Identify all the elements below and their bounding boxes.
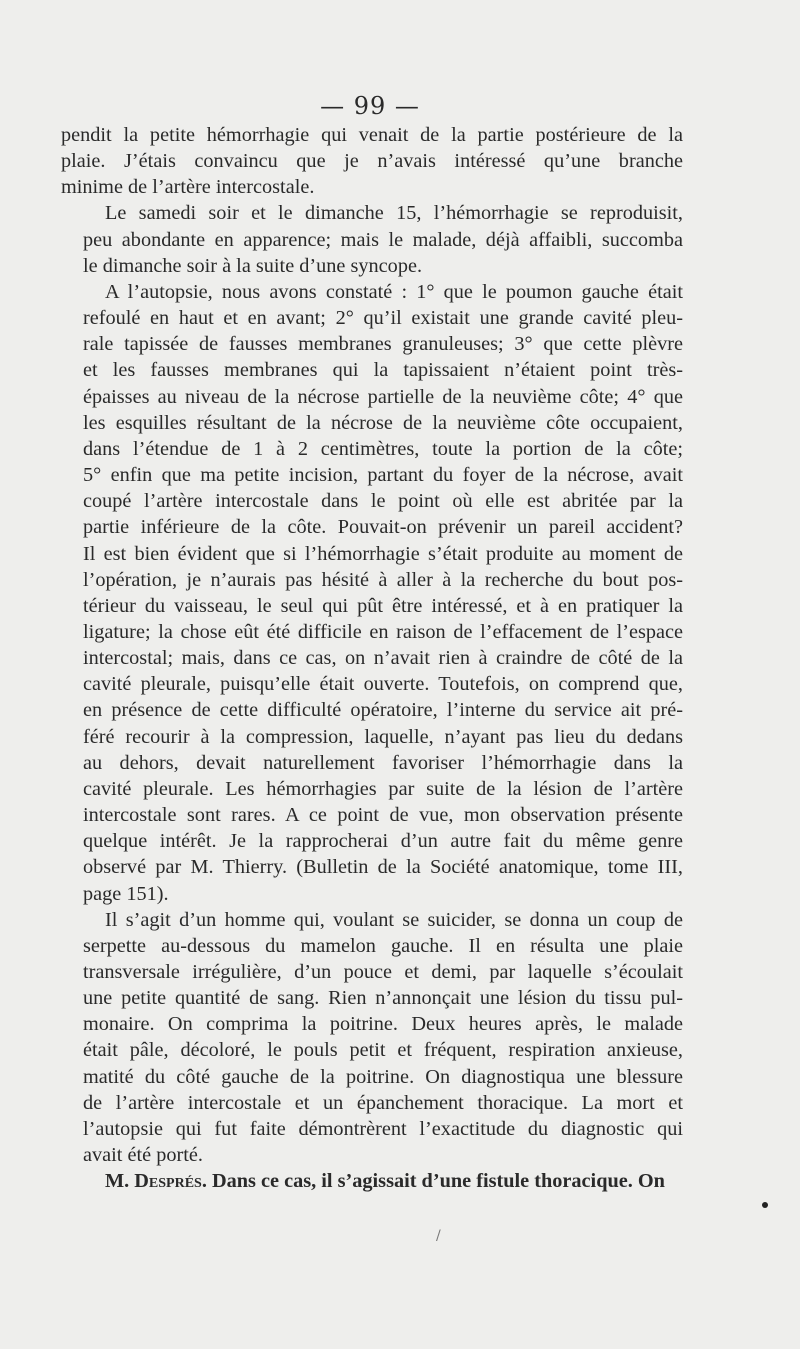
text-line: intercostal; mais, dans ce cas, on n’avait rien à craindre de côté de la: [83, 647, 683, 670]
text-line: avait été porté.: [83, 1144, 203, 1167]
text-line: matité du côté gauche de la poitrine. On diagnostiqua une blessure: [83, 1065, 683, 1088]
text-line: page 151).: [83, 882, 169, 905]
text-line: peu abondante en apparence; mais le malade, déjà affaibli, succomba: [83, 228, 683, 251]
text-line: intercostale sont rares. A ce point de vue, mon observation présente: [83, 804, 683, 827]
text-line: transversale irrégulière, d’un pouce et demi, par laquelle s’écoulait: [83, 961, 683, 983]
ink-spot: [762, 1202, 768, 1208]
body-text: [61, 122, 683, 1194]
text-line: au dehors, devait naturellement favoriser l’hémorrhagie dans la: [83, 751, 683, 774]
text-line: l’autopsie qui fut faite démontrèrent l’exactitude du diagnostic qui: [83, 1117, 683, 1140]
text-line: serpette au-dessous du mamelon gauche. Il en résulta une plaie: [83, 934, 683, 957]
text-line: l’opération, je n’aurais pas hésité à aller à la recherche du bout pos-: [83, 568, 683, 591]
paragraph: [61, 279, 683, 907]
text-line: cavité pleurale. Les hémorrhagies par suite de la lésion de l’artère: [83, 777, 683, 800]
text-line: épaisses au niveau de la nécrose partielle de la neuvième côte; 4° que: [83, 385, 683, 408]
text-line: [61, 1168, 683, 1194]
text-line: ligature; la chose eût été difficile en raison de l’effacement de l’espace: [83, 620, 683, 643]
text-line: était pâle, décoloré, le pouls petit et fréquent, respiration anxieuse,: [83, 1039, 683, 1062]
text-line: monaire. On comprima la poitrine. Deux heures après, le malade: [83, 1013, 683, 1036]
text-line: refoulé en haut et en avant; 2° qu’il existait une grande cavité pleu-: [83, 307, 683, 330]
paragraph: [61, 122, 683, 200]
text-line: A l’autopsie, nous avons constaté : 1° que le poumon gauche était: [105, 280, 683, 303]
speaker-name: M. Després.: [105, 1170, 207, 1193]
ink-mark: /: [436, 1228, 441, 1244]
text-line: rale tapissée de fausses membranes granuleuses; 3° que cette plèvre: [83, 333, 683, 356]
text-line: quelque intérêt. Je la rapprocherai d’un autre fait du même genre: [83, 830, 683, 853]
text-line: de l’artère intercostale et un épanchement thoracique. La mort et: [83, 1091, 683, 1114]
paragraph: [61, 200, 683, 278]
text-line: une petite quantité de sang. Rien n’annonçait une lésion du tissu pul-: [83, 987, 683, 1010]
speaker-text: Dans ce cas, il s’agissait d’une fistule thoracique. On: [206, 1170, 665, 1193]
text-line: et les fausses membranes qui la tapissaient n’étaient point très-: [83, 359, 683, 382]
text-line: plaie. J’étais convaincu que je n’avais intéressé qu’une branche: [61, 150, 683, 173]
text-line: Le samedi soir et le dimanche 15, l’hémorrhagie se reproduisit,: [105, 202, 683, 225]
text-line: partie inférieure de la côte. Pouvait-on prévenir un pareil accident?: [83, 516, 683, 539]
text-line: cavité pleurale, puisqu’elle était ouverte. Toutefois, on comprend que,: [83, 673, 683, 696]
text-line: minime de l’artère intercostale.: [61, 176, 315, 199]
page-number: — 99 —: [320, 92, 420, 120]
text-line: pendit la petite hémorrhagie qui venait de la partie postérieure de la: [61, 124, 683, 146]
text-line: féré recourir à la compression, laquelle, n’ayant pas lieu du dedans: [83, 725, 683, 748]
text-line: térieur du vaisseau, le seul qui pût être intéressé, et à en pratiquer la: [83, 594, 683, 617]
text-line: en présence de cette difficulté opératoire, l’interne du service ait pré-: [83, 699, 683, 722]
paragraph: [61, 907, 683, 1169]
text-line: observé par M. Thierry. (Bulletin de la Société anatomique, tome III,: [83, 856, 683, 879]
paragraph: [61, 1168, 683, 1194]
text-line: dans l’étendue de 1 à 2 centimètres, toute la portion de la côte;: [83, 437, 683, 460]
text-line: 5° enfin que ma petite incision, partant du foyer de la nécrose, avait: [83, 464, 683, 487]
text-line: le dimanche soir à la suite d’une syncope.: [83, 254, 423, 277]
text-line: coupé l’artère intercostale dans le point où elle est abritée par la: [83, 490, 683, 513]
text-line: Il s’agit d’un homme qui, voulant se suicider, se donna un coup de: [105, 908, 683, 931]
text-line: Il est bien évident que si l’hémorrhagie s’était produite au moment de: [83, 542, 683, 565]
text-line: les esquilles résultant de la nécrose de la neuvième côte occupaient,: [83, 411, 683, 434]
